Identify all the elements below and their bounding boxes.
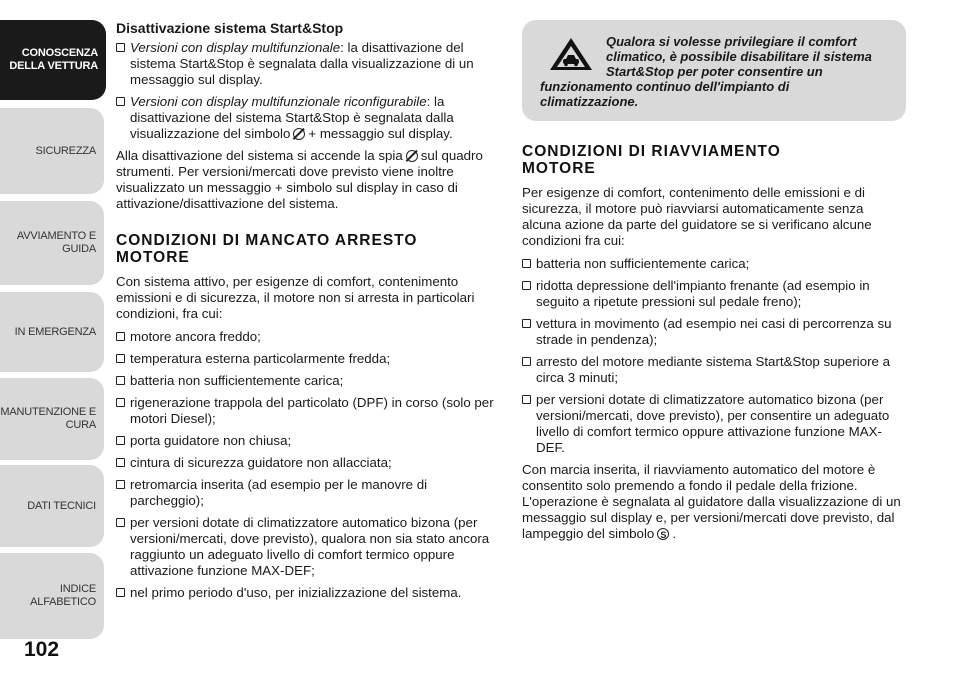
list-item xyxy=(116,94,494,142)
section-title-line: CONDIZIONI DI MANCATO ARRESTO xyxy=(116,232,418,249)
start-stop-off-icon xyxy=(293,128,305,140)
list-item xyxy=(522,354,906,386)
item-text: + messaggio sul display. xyxy=(308,126,453,141)
list-item xyxy=(522,256,906,272)
tab-conoscenza-vettura[interactable] xyxy=(0,20,106,100)
item-text: : la disattivazione del sistema Start&Stop è segnalata dalla visualizzazione di un messaggio sul display. xyxy=(130,40,474,87)
bullet-box-icon xyxy=(522,357,531,366)
tab-label: INDICE ALFABETICO xyxy=(30,583,96,608)
list-item-text: motore ancora freddo; xyxy=(130,329,261,344)
bullet-box-icon xyxy=(116,97,125,106)
list-item-text: retromarcia inserita (ad esempio per le manovre di parcheggio); xyxy=(130,477,428,508)
tab-label: AVVIAMENTO E xyxy=(16,230,96,242)
list-item xyxy=(116,373,494,389)
list-item-text: vettura in movimento (ad esempio nei casi di percorrenza su strade in pendenza); xyxy=(536,316,892,347)
tab-label: DELLA VETTURA xyxy=(9,60,98,72)
list-item xyxy=(116,515,494,579)
warning-text: Qualora si volesse privilegiare il comfort climatico, è possibile disabilitare il sistema Start&Stop per poter consentire un funzionamento continuo dell'impianto di climatizzazione. xyxy=(540,34,872,109)
list-item-text: batteria non sufficientemente carica; xyxy=(536,256,750,271)
condition-list xyxy=(522,256,906,456)
bullet-box-icon xyxy=(116,518,125,527)
bullet-box-icon xyxy=(522,395,531,404)
para-text: sul quadro strumenti. Per versioni/mercati dove previsto viene inoltre visualizzato un messaggio + simbolo sul display in caso di attivazione/disattivazione del sistema. xyxy=(116,148,483,211)
start-stop-off-icon xyxy=(406,150,418,162)
intro-paragraph: Per esigenze di comfort, contenimento delle emissioni e di sicurezza, il motore può riavviarsi automaticamente senza alcuna azione da parte del guidatore se si verificano alcune condizioni fra cui: xyxy=(522,185,872,248)
list-item xyxy=(522,392,906,456)
paragraph xyxy=(116,148,494,212)
para-text: Alla disattivazione del sistema si accende la spia xyxy=(116,148,403,163)
chapter-sidebar xyxy=(0,0,110,686)
warning-car-icon xyxy=(548,36,594,72)
tab-sicurezza[interactable] xyxy=(0,108,104,194)
item-text: : la disattivazione del sistema Start&Stop è segnalata dalla visualizzazione del simbolo xyxy=(130,94,454,141)
bullet-box-icon xyxy=(116,588,125,597)
bullet-box-icon xyxy=(116,354,125,363)
bullet-box-icon xyxy=(116,376,125,385)
page-number: 102 xyxy=(24,638,60,661)
list-item xyxy=(116,433,494,449)
tab-label: CONOSCENZA xyxy=(21,47,98,59)
version-list xyxy=(116,40,494,142)
bullet-box-icon xyxy=(116,398,125,407)
section-title xyxy=(522,143,906,177)
tab-label: CURA xyxy=(65,419,96,431)
para-text: L'operazione è segnalata al guidatore dalla visualizzazione di un messaggio sul display e, per versioni/mercati dove previsto, dal lampeggio del simbolo xyxy=(522,494,901,541)
list-item-text: cintura di sicurezza guidatore non allacciata; xyxy=(130,455,392,470)
list-item-text: nel primo periodo d'uso, per inizializzazione del sistema. xyxy=(130,585,462,600)
item-italic: Versioni con display multifunzionale xyxy=(130,40,341,55)
section-title xyxy=(116,232,494,266)
bullet-box-icon xyxy=(116,458,125,467)
list-item xyxy=(116,585,494,601)
section-title-line: MOTORE xyxy=(522,160,596,177)
bullet-box-icon xyxy=(116,480,125,489)
bullet-box-icon xyxy=(522,319,531,328)
left-column xyxy=(116,20,494,607)
intro-paragraph: Con sistema attivo, per esigenze di comfort, contenimento emissioni e di sicurezza, il motore non si arresta in particolari condizioni, fra cui: xyxy=(116,274,475,321)
para-text: . xyxy=(672,526,677,541)
list-item-text: temperatura esterna particolarmente fredda; xyxy=(130,351,391,366)
section-title-line: MOTORE xyxy=(116,249,190,266)
bullet-box-icon xyxy=(522,259,531,268)
list-item xyxy=(116,329,494,345)
warning-box xyxy=(522,20,906,121)
list-item-text: batteria non sufficientemente carica; xyxy=(130,373,344,388)
tab-label: DATI TECNICI xyxy=(27,499,96,512)
tab-label: SICUREZZA xyxy=(35,144,96,157)
tab-label: GUIDA xyxy=(62,243,96,255)
subsection-title: Disattivazione sistema Start&Stop xyxy=(116,20,344,36)
tab-in-emergenza[interactable] xyxy=(0,292,104,372)
list-item xyxy=(116,40,494,88)
list-item-text: per versioni dotate di climatizzatore automatico bizona (per versioni/mercati, dove previsto), qualora non sia stato ancora raggiunto un adeguato livello di comfort termico oppure attivazione funzione MAX-DEF; xyxy=(130,515,490,578)
list-item xyxy=(116,351,494,367)
bullet-box-icon xyxy=(116,43,125,52)
paragraph: Con marcia inserita, il riavviamento automatico del motore è consentito solo premendo a fondo il pedale della frizione. xyxy=(522,462,876,493)
list-item-text: ridotta depressione dell'impianto frenante (ad esempio in seguito a ripetute pressioni sul pedale freno); xyxy=(536,278,870,309)
bullet-box-icon xyxy=(522,281,531,290)
start-stop-icon xyxy=(657,528,669,540)
section-title-line: CONDIZIONI DI RIAVVIAMENTO xyxy=(522,143,781,160)
tab-label: MANUTENZIONE E xyxy=(0,406,96,418)
list-item-text: arresto del motore mediante sistema Start&Stop superiore a circa 3 minuti; xyxy=(536,354,891,385)
tab-label: IN EMERGENZA xyxy=(14,325,96,338)
list-item-text: per versioni dotate di climatizzatore automatico bizona (per versioni/mercati, dove previsto), per consentire un adeguato livello di comfort termico oppure attivazione funzione MAX-DEF. xyxy=(536,392,890,455)
list-item xyxy=(522,316,906,348)
list-item xyxy=(116,455,494,471)
list-item xyxy=(522,278,906,310)
list-item xyxy=(116,395,494,427)
tab-indice-alfabetico[interactable] xyxy=(0,553,104,639)
tab-manutenzione-cura[interactable] xyxy=(0,378,104,460)
condition-list xyxy=(116,329,494,601)
tab-dati-tecnici[interactable] xyxy=(0,465,104,547)
bullet-box-icon xyxy=(116,436,125,445)
tab-avviamento-guida[interactable] xyxy=(0,201,104,285)
bullet-box-icon xyxy=(116,332,125,341)
list-item-text: porta guidatore non chiusa; xyxy=(130,433,292,448)
list-item-text: rigenerazione trappola del particolato (DPF) in corso (solo per motori Diesel); xyxy=(130,395,494,426)
item-italic: Versioni con display multifunzionale riconfigurabile xyxy=(130,94,427,109)
paragraph xyxy=(522,494,906,542)
right-column xyxy=(522,20,906,549)
list-item xyxy=(116,477,494,509)
